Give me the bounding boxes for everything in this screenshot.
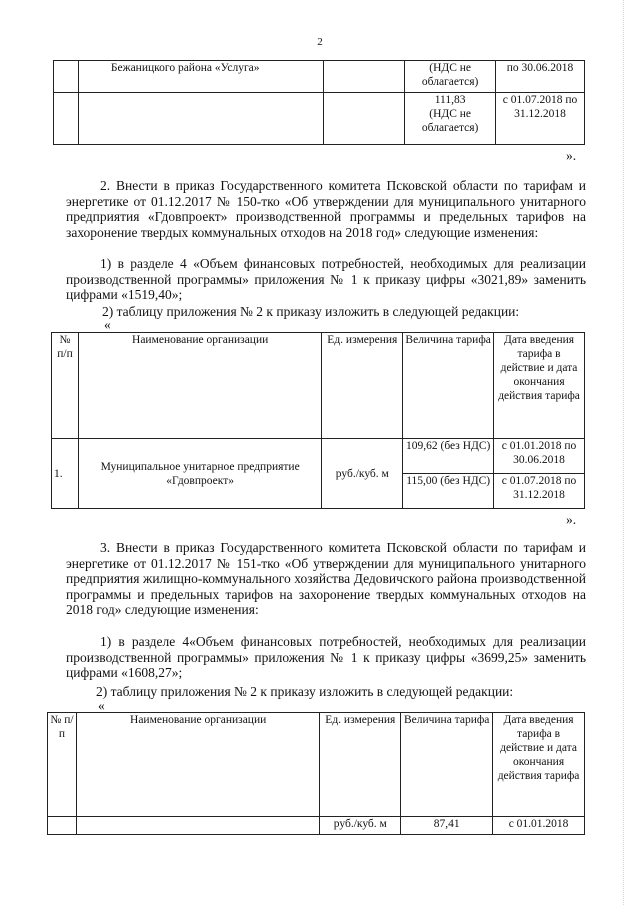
section2-item2: 2) таблицу приложения № 2 к приказу изложить в следующей редакции: bbox=[102, 304, 520, 319]
page-number: 2 bbox=[317, 36, 323, 48]
row-unit: руб./куб. м bbox=[320, 817, 401, 835]
tariff-table-dedovichi bbox=[47, 712, 585, 835]
open-quote: « bbox=[98, 698, 105, 713]
section3-intro: 3. Внести в приказ Государственного комитета Псковской области по тарифам и энергетике от 01.12.2017 № 151-тко «Об утверждении для муниципального унитарного предприятия жилищно-коммунального хозяйства Дедовичского района производственной программы и предельных тарифов на захоронение твердых коммунальных отходов на 2018 год» следующие изменения: bbox=[66, 540, 586, 617]
tariff-cell bbox=[405, 93, 496, 145]
date-cell: с 01.07.2018 по 31.12.2018 bbox=[494, 474, 585, 509]
cell-empty bbox=[78, 93, 324, 145]
header-unit: Ед. измерения bbox=[322, 333, 403, 439]
closing-quote: ». bbox=[566, 148, 577, 163]
row-unit: руб./куб. м bbox=[322, 439, 403, 509]
header-date: Дата введения тарифа в действие и дата окончания действия тарифа bbox=[494, 333, 585, 439]
cell-empty bbox=[54, 93, 79, 145]
section2-item1: 1) в разделе 4 «Объем финансовых потребностей, необходимых для реализации производственной программы» приложения № 1 к приказу цифры «3021,89» заменить цифрами «1519,40»; bbox=[66, 256, 586, 302]
cell-empty bbox=[48, 817, 77, 835]
section3-item1: 1) в разделе 4«Объем финансовых потребностей, необходимых для реализации производственной программы» приложения № 1 к приказу цифры «3699,25» заменить цифрами «1608,27»; bbox=[66, 634, 586, 680]
tariff-value: 111,83 bbox=[434, 94, 466, 106]
header-tariff: Величина тарифа bbox=[401, 713, 493, 817]
header-unit: Ед. измерения bbox=[320, 713, 401, 817]
header-num: № п/п bbox=[48, 713, 77, 817]
date-cell: по 30.06.2018 bbox=[496, 61, 585, 93]
date-cell: с 01.01.2018 по 30.06.2018 bbox=[494, 439, 585, 474]
tariff-cell: (НДС не облагается) bbox=[405, 61, 496, 93]
header-org: Наименование организации bbox=[76, 713, 319, 817]
cell-empty bbox=[76, 817, 319, 835]
date-cell: с 01.07.2018 по 31.12.2018 bbox=[496, 93, 585, 145]
closing-quote: ». bbox=[566, 512, 577, 527]
tariff-table-gdovproekt bbox=[51, 332, 585, 509]
header-org: Наименование организации bbox=[78, 333, 321, 439]
open-quote: « bbox=[104, 317, 111, 332]
cell-empty bbox=[324, 61, 405, 93]
cell-empty bbox=[324, 93, 405, 145]
header-num: № п/п bbox=[52, 333, 79, 439]
header-date: Дата введения тарифа в действие и дата окончания действия тарифа bbox=[493, 713, 585, 817]
section3-item2: 2) таблицу приложения № 2 к приказу изложить в следующей редакции: bbox=[96, 684, 514, 699]
tariff-cell: 87,41 bbox=[401, 817, 493, 835]
section2-intro: 2. Внести в приказ Государственного комитета Псковской области по тарифам и энергетике от 01.12.2017 № 150-тко «Об утверждении для муниципального унитарного предприятия «Гдовпроект» производственной программы и предельных тарифов на захоронение твердых коммунальных отходов на 2018 год» следующие изменения: bbox=[66, 178, 586, 240]
scan-edge bbox=[623, 0, 636, 905]
cell-empty bbox=[54, 61, 79, 93]
header-tariff: Величина тарифа bbox=[403, 333, 494, 439]
date-cell: с 01.01.2018 bbox=[493, 817, 585, 835]
tariff-cell: 115,00 (без НДС) bbox=[403, 474, 494, 509]
tariff-note: (НДС не облагается) bbox=[421, 108, 479, 134]
row-num: 1. bbox=[52, 439, 79, 509]
continuation-table bbox=[53, 60, 585, 145]
tariff-cell: 109,62 (без НДС) bbox=[403, 439, 494, 474]
row-org: Муниципальное унитарное предприятие «Гдовпроект» bbox=[78, 439, 321, 509]
org-name: Бежаницкого района «Услуга» bbox=[78, 61, 324, 93]
